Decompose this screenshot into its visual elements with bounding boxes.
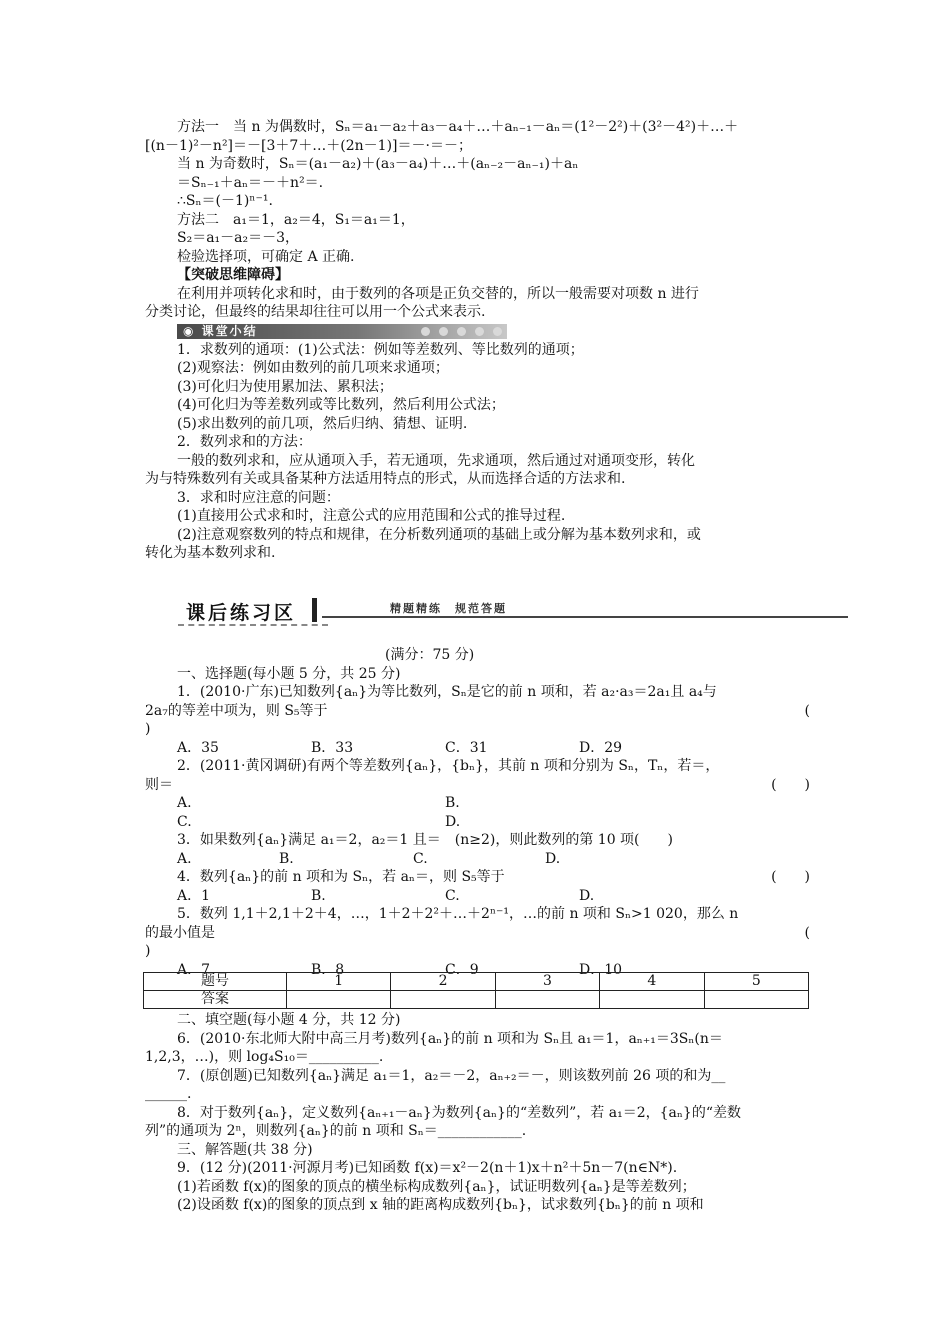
q6-text: 6．(2010·东北师大附中高三月考)数列{aₙ}的前 n 项和为 Sₙ且 a₁＝1，aₙ₊₁＝3Sₙ(n＝ — [177, 1030, 723, 1047]
table-cell: 1 — [287, 973, 391, 991]
method1-line-cont: [(n－1)²－n²]＝－[3＋7＋…＋(2n－1)]＝－·＝－； — [145, 137, 472, 154]
q1-option-b: B．33 — [311, 739, 354, 756]
q1-answer-paren: ( — [804, 702, 810, 719]
method2-s2: S₂＝a₁－a₂＝－3， — [177, 230, 300, 246]
summary-line: 1．求数列的通项：(1)公式法：例如等差数列、等比数列的通项； — [177, 341, 584, 358]
q1-option-a: A．35 — [177, 739, 219, 756]
banner-dot-icon — [421, 327, 430, 336]
q5-text: 5．数列 1,1＋2,1＋2＋4，…，1＋2＋2²＋…＋2ⁿ⁻¹，…的前 n 项和 Sₙ>1 020，那么 n — [177, 906, 739, 922]
q1-text-cont-body: 2a₇的等差中项为，则 S₅等于 — [145, 702, 328, 719]
q9-text: 9．(12 分)(2011·河源月考)已知函数 f(x)＝x²－2(n＋1)x＋n²＋5n－7(n∈N*). — [177, 1160, 678, 1176]
q2-option-a: A. — [177, 795, 192, 811]
q4-text-body: 4．数列{aₙ}的前 n 项和为 Sₙ，若 aₙ＝，则 S₅等于 — [177, 869, 505, 885]
q2-options-ab — [145, 794, 810, 813]
q8-text-cont: 列”的通项为 2ⁿ，则数列{aₙ}的前 n 项和 Sₙ＝____________. — [145, 1123, 527, 1139]
q5-answer-paren: ( — [804, 924, 810, 941]
odd-case-line: 当 n 为奇数时，Sₙ＝(a₁－a₂)＋(a₃－a₄)＋…＋(aₙ₋₂－aₙ₋₁)＋aₙ — [177, 156, 579, 172]
summary-line: 转化为基本数列求和. — [145, 545, 276, 561]
summary-line: 3．求和时应注意的问题： — [177, 489, 340, 506]
q3-options — [145, 850, 810, 869]
q5-option-c: C．9 — [445, 961, 479, 978]
exercise-page — [145, 646, 810, 979]
table-cell: 5 — [704, 973, 808, 991]
method1-line: 方法一 当 n 为偶数时，Sₙ＝a₁－a₂＋a₃－a₄＋…＋aₙ₋₁－aₙ＝(1²－2²)＋(3²－4²)＋…＋ — [177, 119, 739, 135]
q4-text — [145, 868, 810, 887]
answer-cell-2[interactable] — [391, 991, 495, 1009]
section-title: 课后练习区 — [186, 602, 297, 624]
q8-text: 8．对于数列{aₙ}，定义数列{aₙ₊₁－aₙ}为数列{aₙ}的“差数列”，若 a₁＝2，{aₙ}的“差数 — [177, 1104, 741, 1121]
q4-answer-paren: ( ) — [771, 869, 810, 885]
score-line: (满分：75 分) — [385, 647, 475, 663]
q3-text: 3．如果数列{aₙ}满足 a₁＝2，a₂＝1 且＝ (n≥2)，则此数列的第 10 项( ) — [177, 832, 673, 848]
section-dash — [178, 624, 328, 626]
conclusion-line: ∴Sₙ＝(－1)ⁿ⁻¹. — [177, 193, 273, 209]
q2-text: 2．(2011·黄冈调研)有两个等差数列{aₙ}，{bₙ}，其前 n 项和分别为 Sₙ，Tₙ，若＝， — [177, 758, 720, 774]
summary-line: (5)求出数列的前几项，然后归纳、猜想、证明. — [177, 415, 468, 432]
q5-paren-close: ) — [145, 943, 151, 959]
summary-line: 一般的数列求和，应从通项入手，若无通项，先求通项，然后通过对通项变形，转化 — [177, 452, 695, 469]
table-cell: 2 — [391, 973, 495, 991]
summary-line: (2)注意观察数列的特点和规律，在分析数列通项的基础上或分解为基本数列求和，或 — [177, 526, 701, 543]
breakthrough-text: 在利用并项转化求和时，由于数列的各项是正负交替的，所以一般需要对项数 n 进行 — [177, 285, 699, 302]
q3-option-a: A. — [177, 850, 192, 867]
summary-line: (3)可化归为使用累加法、累积法； — [177, 378, 393, 395]
fill-blank-page — [145, 1011, 810, 1215]
summary-line: 为与特殊数列有关或具备某种方法适用特点的形式，从而选择合适的方法求和. — [145, 471, 626, 487]
q2-text-cont — [145, 776, 810, 795]
q1-options — [145, 739, 810, 758]
q2-option-d: D. — [445, 813, 461, 830]
banner-dot-icon — [439, 327, 448, 336]
q4-option-b: B. — [311, 887, 326, 904]
section-subtitle: 精题精练 规范答题 — [390, 602, 507, 615]
banner-dot-icon — [493, 327, 502, 336]
q1-option-d: D．29 — [579, 739, 623, 756]
banner-dot-icon — [457, 327, 466, 336]
q3-option-c: C. — [413, 850, 428, 867]
q2-option-b: B. — [445, 795, 460, 811]
method2-line: 方法二 a₁＝1，a₂＝4，S₁＝a₁＝1， — [177, 211, 415, 228]
q9-part1: (1)若函数 f(x)的图象的顶点的横坐标构成数列{aₙ}，试证明数列{aₙ}是等差数列； — [177, 1178, 696, 1195]
banner-dot-icon — [475, 327, 484, 336]
q1-text-cont — [145, 702, 810, 721]
answer-table-answer-row — [144, 991, 809, 1009]
q6-text-cont: 1,2,3，…)，则 log₄S₁₀＝__________. — [145, 1049, 384, 1065]
summary-line: (2)观察法：例如由数列的前几项来求通项； — [177, 360, 449, 376]
answer-table — [143, 972, 809, 1009]
q2-text-cont-body: 则＝ — [145, 776, 173, 793]
q5-option-a: A．7 — [177, 961, 211, 978]
q4-option-c: C. — [445, 887, 460, 904]
q5-option-d: D．10 — [579, 961, 623, 978]
q1-paren-close: ) — [145, 721, 151, 737]
q2-option-c: C. — [177, 813, 192, 830]
q5-text-cont — [145, 924, 810, 943]
q1-text: 1．(2010·广东)已知数列{aₙ}为等比数列，Sₙ是它的前 n 项和，若 a₂·a₃＝2a₁且 a₄与 — [177, 684, 717, 700]
q1-option-c: C．31 — [445, 739, 488, 756]
section-divider — [312, 598, 317, 622]
table-cell: 3 — [495, 973, 599, 991]
answer-cell-4[interactable] — [600, 991, 704, 1009]
q5-text-cont-body: 的最小值是 — [145, 924, 215, 941]
q3-option-b: B. — [279, 850, 294, 867]
breakthrough-heading: 【突破思维障碍】 — [177, 267, 289, 283]
answer-cell-3[interactable] — [495, 991, 599, 1009]
summary-line: (4)可化归为等差数列或等比数列，然后利用公式法； — [177, 397, 505, 413]
odd-case-result: ＝Sₙ₋₁＋aₙ＝－＋n²＝. — [177, 174, 324, 191]
part1-heading: 一、选择题(每小题 5 分，共 25 分) — [177, 665, 401, 682]
class-summary-banner — [177, 324, 507, 339]
document-page — [145, 118, 810, 563]
method2-check: 检验选择项，可确定 A 正确. — [177, 248, 355, 265]
q2-options-cd — [145, 813, 810, 832]
table-cell: 答案 — [144, 991, 287, 1009]
q4-option-d: D. — [579, 887, 595, 904]
q7-text: 7．(原创题)已知数列{aₙ}满足 a₁＝1，a₂＝－2，aₙ₊₂＝－，则该数列前 26 项的和为__ — [177, 1067, 726, 1084]
answer-table-header-row — [144, 973, 809, 991]
table-cell: 4 — [600, 973, 704, 991]
q2-answer-paren: ( ) — [771, 776, 810, 793]
q4-option-a: A．1 — [177, 887, 211, 904]
answer-cell-1[interactable] — [287, 991, 391, 1009]
q3-option-d: D. — [545, 850, 561, 867]
part2-heading: 二、填空题(每小题 4 分，共 12 分) — [177, 1012, 401, 1028]
answer-cell-5[interactable] — [704, 991, 808, 1009]
q7-text-cont: ______. — [145, 1086, 192, 1102]
q4-options — [145, 887, 810, 906]
summary-line: (1)直接用公式求和时，注意公式的应用范围和公式的推导过程. — [177, 508, 566, 524]
exercise-section-header — [178, 596, 850, 632]
part3-heading: 三、解答题(共 38 分) — [177, 1141, 313, 1158]
breakthrough-text-cont: 分类讨论，但最终的结果却往往可以用一个公式来表示. — [145, 304, 486, 320]
q5-option-b: B．8 — [311, 961, 345, 978]
summary-line: 2．数列求和的方法： — [177, 434, 312, 450]
table-cell: 题号 — [144, 973, 287, 991]
banner-title: ◉ 课堂小结 — [183, 323, 258, 338]
section-rule — [322, 616, 848, 618]
q9-part2: (2)设函数 f(x)的图象的顶点到 x 轴的距离构成数列{bₙ}，试求数列{bₙ}的前 n 项和 — [177, 1197, 704, 1213]
